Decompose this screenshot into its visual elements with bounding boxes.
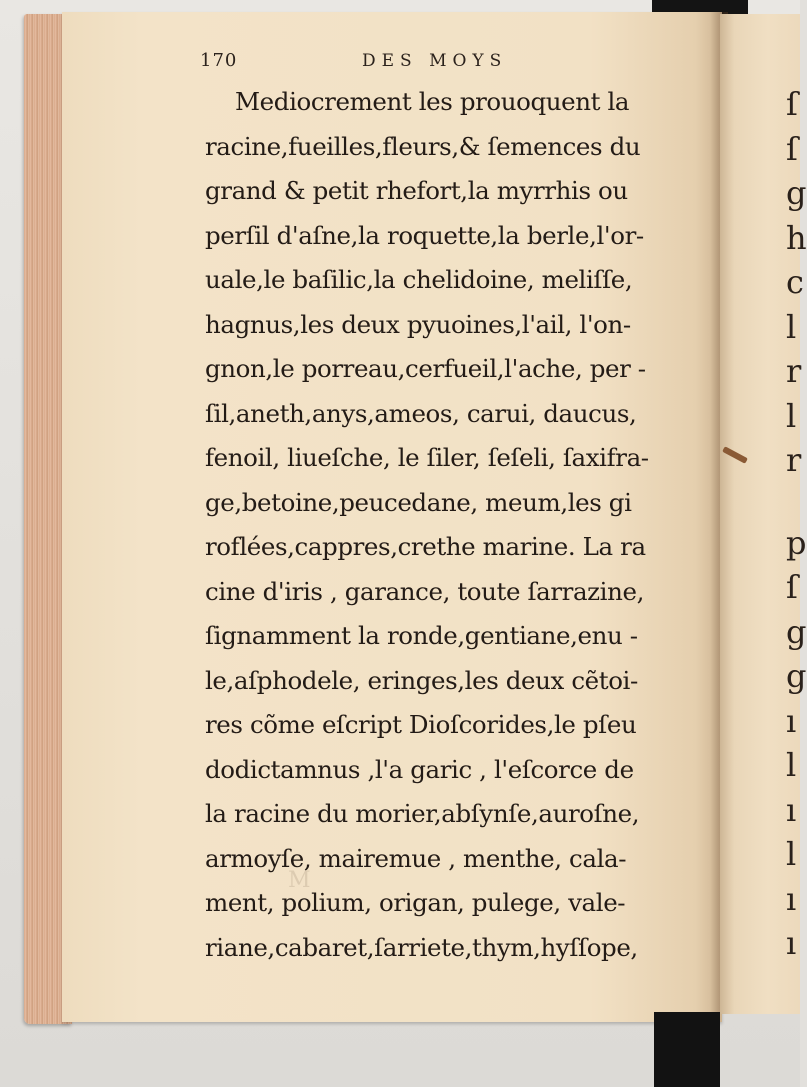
right-page-letter: ſ <box>786 85 798 123</box>
right-page-letter: l <box>786 746 797 784</box>
text-line: dodictamnus ,l'a garic , l'eſcorce de <box>205 754 634 784</box>
text-line: Mediocrement les prouoquent la <box>235 87 630 116</box>
right-page-letter: ı <box>786 879 797 918</box>
page-number: 170 <box>200 50 238 71</box>
right-page-gap <box>786 483 800 521</box>
text-line: racine,fueilles,fleurs,& ſemences du <box>205 131 641 161</box>
bookmark-ribbon-bottom <box>654 1012 720 1087</box>
text-line: hagnus,les deux pyuoines,l'ail, l'on- <box>205 309 631 339</box>
text-line: perſil d'aſne,la roquette,la berle,l'or- <box>205 220 644 250</box>
text-line: cine d'iris , garance, toute ſarrazine, <box>205 576 644 606</box>
text-line: la racine du morier,abſynſe,auroſne, <box>205 799 640 828</box>
right-page-letter: r <box>786 352 802 390</box>
right-page-letter: l <box>786 307 797 346</box>
show-through-text: M <box>288 868 319 893</box>
right-page-letter: l <box>786 396 797 435</box>
text-line: ge,betoine,peucedane, meum,les gi <box>205 487 632 517</box>
right-page-letter: h <box>786 218 807 257</box>
text-line: fenoil, liueſche, le ſiler, ſeſeli, ſaxifra- <box>205 443 649 472</box>
right-page-letter: g <box>786 612 807 651</box>
right-page-letter: ſ <box>786 129 798 168</box>
text-line: ſil,aneth,anys,ameos, carui, daucus, <box>205 398 637 428</box>
text-line: grand & petit rhefort,la myrrhis ou <box>205 176 628 205</box>
text-line: armoyſe, mairemue , menthe, cala- <box>205 843 627 873</box>
text-line: gnon,le porreau,cerfueil,l'ache, per - <box>205 354 646 383</box>
right-page-letter: ſ <box>786 568 798 606</box>
right-page-letter: l <box>786 835 797 873</box>
text-line: res cõme eſcript Dioſcorides,le pſeu <box>205 710 637 739</box>
text-line: uale,le baſilic,la chelidoine, meliſſe, <box>205 265 633 294</box>
right-page-letter: r <box>786 441 802 479</box>
text-line: le,aſphodele, eringes,les deux cẽtoi- <box>205 665 638 695</box>
right-page-letter: ı <box>786 924 797 962</box>
running-head-title: DES MOYS <box>362 51 508 71</box>
right-page-letter: p <box>786 523 807 562</box>
running-head <box>200 46 660 76</box>
right-page-text <box>786 82 807 966</box>
right-page-letter: c <box>786 263 804 301</box>
body-text <box>205 80 657 970</box>
right-page-letter: g <box>786 174 807 212</box>
text-line: riane,cabaret,ſarriete,thym,hyſſope, <box>205 932 638 962</box>
text-line: ment, polium, origan, pulege, vale- <box>205 888 626 917</box>
text-line: ſignamment la ronde,gentiane,enu - <box>205 621 638 650</box>
right-page-letter: g <box>786 657 807 695</box>
text-line: roflées,cappres,crethe marine. La ra <box>205 532 646 561</box>
right-page-letter: ı <box>786 790 797 829</box>
right-page-letter: ı <box>786 701 797 740</box>
